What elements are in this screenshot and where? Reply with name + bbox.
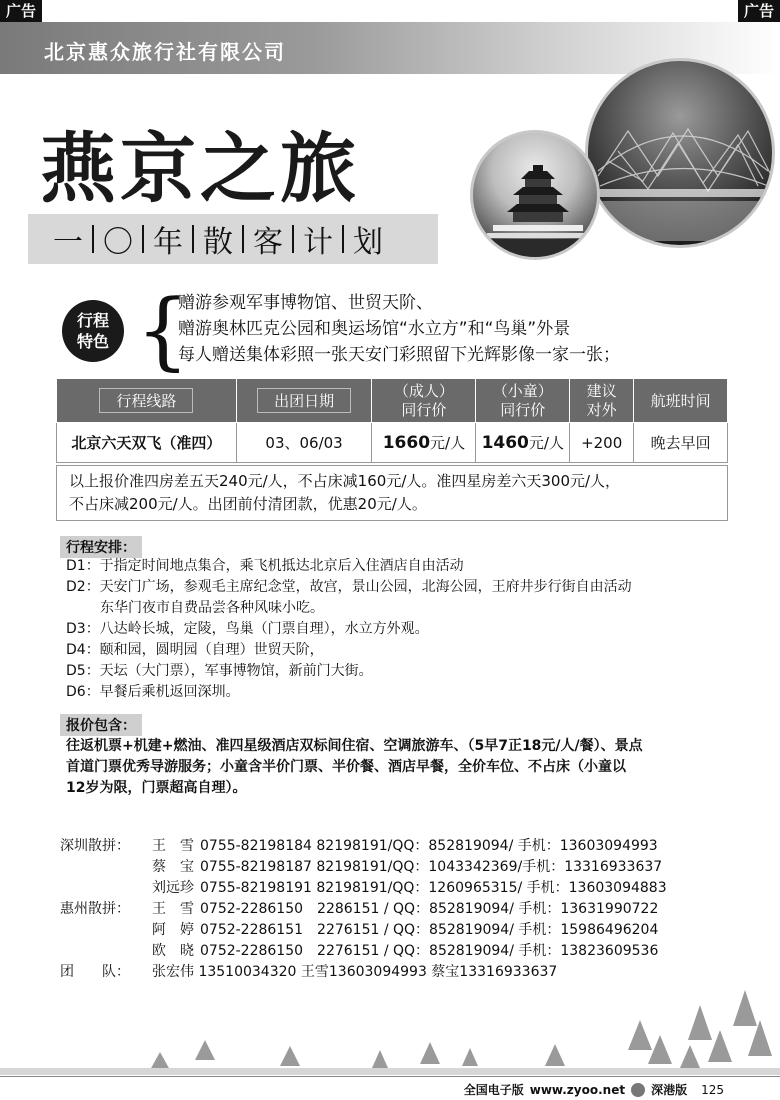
contact-row: 蔡 宝 0755-82198187 82198191/QQ：1043342369/手机：13316933637 xyxy=(152,859,663,875)
subtitle-char: 计 xyxy=(303,225,333,260)
itinerary-day: D2：天安门广场，参观毛主席纪念堂，故宫，景山公园，北海公园，王府井步行街自由活动 xyxy=(66,579,632,595)
features-badge xyxy=(62,300,124,362)
itinerary-day: D4：颐和园，圆明园（自理）世贸天阶， xyxy=(66,642,324,658)
footer-divider xyxy=(0,1076,780,1077)
ad-label-right: 广告 xyxy=(738,0,780,22)
agency-name: 北京惠众旅行社有限公司 xyxy=(44,40,286,64)
features-list xyxy=(178,290,620,368)
footer-site: www.zyoo.net xyxy=(529,1082,626,1097)
ad-label-left: 广告 xyxy=(0,0,42,22)
included-line: 首道门票优秀导游服务；小童含半价门票、半价餐、酒店早餐，全价车位、不占床（小童以 xyxy=(66,759,626,775)
birds-nest-photo xyxy=(585,58,775,248)
table-row xyxy=(57,423,728,463)
features-badge-line: 特色 xyxy=(76,332,109,351)
contact-row: 惠州散拼： 王 雪 0752-2286150 2286151 / QQ：852819094/ 手机：13631990722 xyxy=(60,901,659,917)
itinerary-day: D6：早餐后乘机返回深圳。 xyxy=(66,684,240,700)
subtitle-char: 散 xyxy=(203,225,233,260)
included-text xyxy=(66,736,716,799)
cell-route: 北京六天双飞（准四） xyxy=(57,423,237,463)
header-route: 行程线路 xyxy=(57,379,237,423)
price-table xyxy=(56,378,728,463)
page-number: 125 xyxy=(701,1082,724,1097)
footer xyxy=(464,1081,724,1098)
cell-suggested-price: +200 xyxy=(570,423,634,463)
price-note-line: 以上报价准四房差五天240元/人，不占床减160元/人。准四星房差六天300元/人， xyxy=(69,472,621,490)
subtitle-char: 划 xyxy=(353,225,383,260)
winter-trees-decoration xyxy=(0,960,780,1075)
included-line: 12岁为限，门票超高自理）。 xyxy=(66,780,247,796)
feature-item: 每人赠送集体彩照一张天安门彩照留下光辉影像一家一张； xyxy=(178,345,620,365)
footer-edition: 全国电子版 xyxy=(463,1083,524,1097)
itinerary-list xyxy=(66,556,632,703)
header-date: 出团日期 xyxy=(236,379,372,423)
cell-child-price: 1460元/人 xyxy=(476,423,570,463)
included-label: 报价包含： xyxy=(60,714,142,736)
subtitle-char: 年 xyxy=(153,225,183,260)
header-child-price: （小童） 同行价 xyxy=(476,379,570,423)
included-line: 往返机票+机建+燃油、准四星级酒店双标间住宿、空调旅游车、（5早7正18元/人/餐）、景点 xyxy=(66,738,643,754)
cell-date: 03、06/03 xyxy=(236,423,372,463)
zyoo-logo-icon xyxy=(631,1083,645,1097)
cell-adult-price: 1660元/人 xyxy=(372,423,476,463)
header-adult-price: （成人） 同行价 xyxy=(372,379,476,423)
contact-row: 欧 晓 0752-2286150 2276151 / QQ：852819094/ 手机：13823609536 xyxy=(152,943,659,959)
subtitle-char: 一 xyxy=(53,225,83,260)
itinerary-label: 行程安排： xyxy=(60,536,142,558)
contact-row: 深圳散拼： 王 雪 0755-82198184 82198191/QQ：852819094/ 手机：13603094993 xyxy=(60,838,658,854)
brace-icon: { xyxy=(136,281,190,379)
contact-row: 刘远珍 0755-82198191 82198191/QQ：1260965315/ 手机：13603094883 xyxy=(152,880,667,896)
itinerary-day: D1：于指定时间地点集合，乘飞机抵达北京后入住酒店自由活动 xyxy=(66,558,464,574)
price-table-header xyxy=(57,379,728,423)
itinerary-day: D3：八达岭长城，定陵，鸟巢（门票自理），水立方外观。 xyxy=(66,621,429,637)
subtitle-banner xyxy=(28,214,438,264)
feature-item: 赠游奥林匹克公园和奥运场馆“水立方”和“鸟巢”外景 xyxy=(178,319,571,339)
itinerary-day: D5：天坛（大门票），军事博物馆，新前门大街。 xyxy=(66,663,373,679)
footer-region: 深港版 xyxy=(651,1083,688,1097)
itinerary-day: 东华门夜市自费品尝各种风味小吃。 xyxy=(100,600,324,616)
subtitle-char: 〇 xyxy=(103,225,133,260)
price-note-line: 不占床减200元/人。出团前付清团款，优惠20元/人。 xyxy=(69,495,427,513)
cell-flight: 晚去早回 xyxy=(634,423,728,463)
main-title: 燕京之旅 xyxy=(40,124,360,213)
feature-item: 赠游参观军事博物馆、世贸天阶、 xyxy=(178,293,433,313)
contact-row: 阿 婷 0752-2286151 2276151 / QQ：852819094/ 手机：15986496204 xyxy=(152,922,659,938)
price-note xyxy=(56,465,728,521)
contact-row: 团 队： 张宏伟 13510034320 王雪13603094993 蔡宝13316933637 xyxy=(60,964,558,980)
header-suggested-price: 建议 对外 xyxy=(570,379,634,423)
subtitle-char: 客 xyxy=(253,225,283,260)
temple-of-heaven-photo xyxy=(470,130,600,260)
features-badge-line: 行程 xyxy=(76,311,109,330)
header-flight: 航班时间 xyxy=(634,379,728,423)
